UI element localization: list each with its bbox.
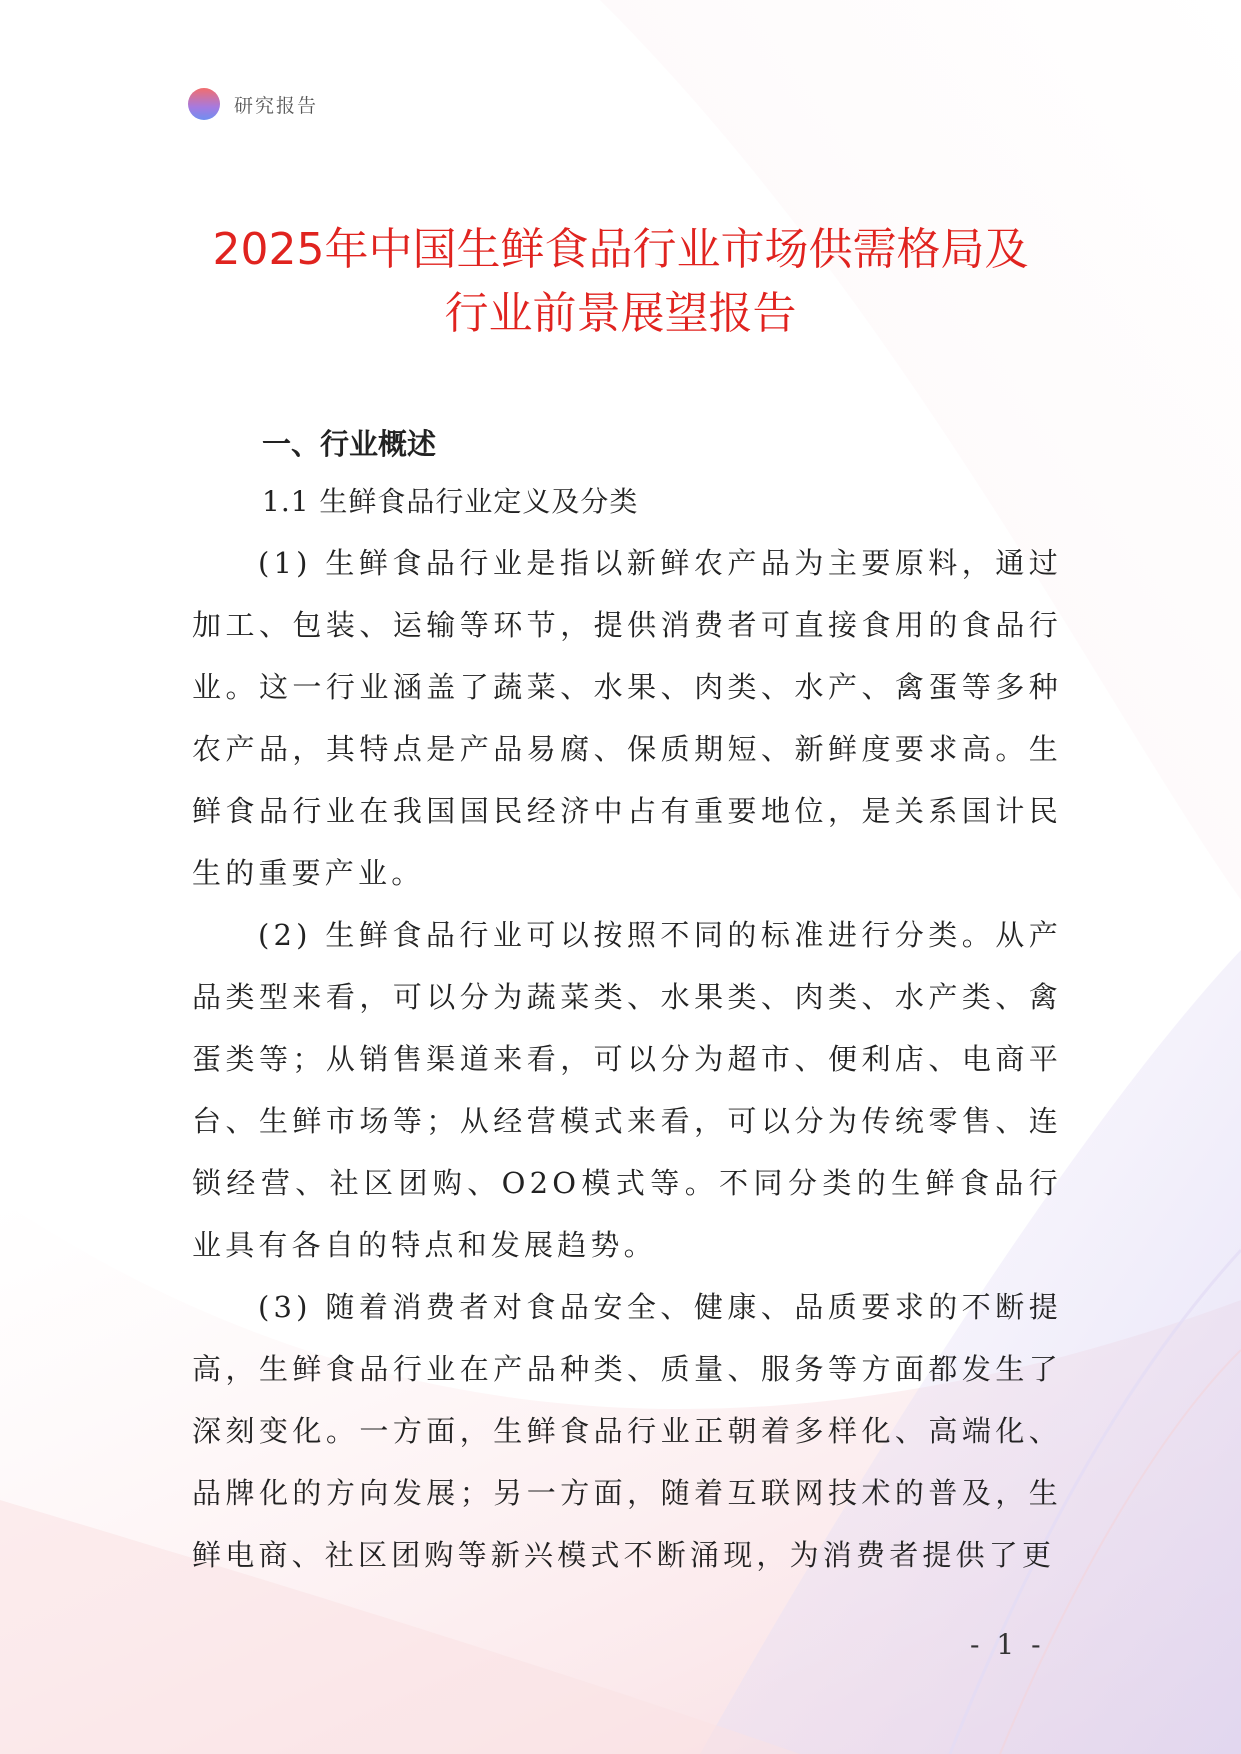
paragraph-3: (3) 随着消费者对食品安全、健康、品质要求的不断提高，生鲜食品行业在产品种类、质量、服务等方面都发生了深刻变化。一方面，生鲜食品行业正朝着多样化、高端化、品牌化的方向发展；另一方面，随着互联网技术的普及，生鲜电商、社区团购等新兴模式不断涌现，为消费者提供了更 <box>192 1290 1062 1572</box>
document-body <box>192 416 1062 1586</box>
subsection-heading: 1.1 生鲜食品行业定义及分类 <box>262 485 639 518</box>
document-title <box>150 218 1091 346</box>
paragraph-1: (1) 生鲜食品行业是指以新鲜农产品为主要原料，通过加工、包装、运输等环节，提供消费者可直接食用的食品行业。这一行业涵盖了蔬菜、水果、肉类、水产、禽蛋等多种农产品，其特点是产品易腐、保质期短、新鲜度要求高。生鲜食品行业在我国国民经济中占有重要地位，是关系国计民生的重要产业。 <box>192 546 1062 890</box>
title-line-1: 2025年中国生鲜食品行业市场供需格局及 <box>212 224 1029 275</box>
section-heading: 一、行业概述 <box>262 427 437 461</box>
title-line-2: 行业前景展望报告 <box>444 288 797 339</box>
report-logo-icon <box>188 88 220 120</box>
paragraph-2: (2) 生鲜食品行业可以按照不同的标准进行分类。从产品类型来看，可以分为蔬菜类、水果类、肉类、水产类、禽蛋类等；从销售渠道来看，可以分为超市、便利店、电商平台、生鲜市场等；从经营模式来看，可以分为传统零售、连锁经营、社区团购、O2O模式等。不同分类的生鲜食品行业具有各自的特点和发展趋势。 <box>192 918 1062 1262</box>
header-label: 研究报告 <box>234 94 319 117</box>
report-header <box>188 88 318 120</box>
page-number: - 1 - <box>970 1628 1045 1661</box>
